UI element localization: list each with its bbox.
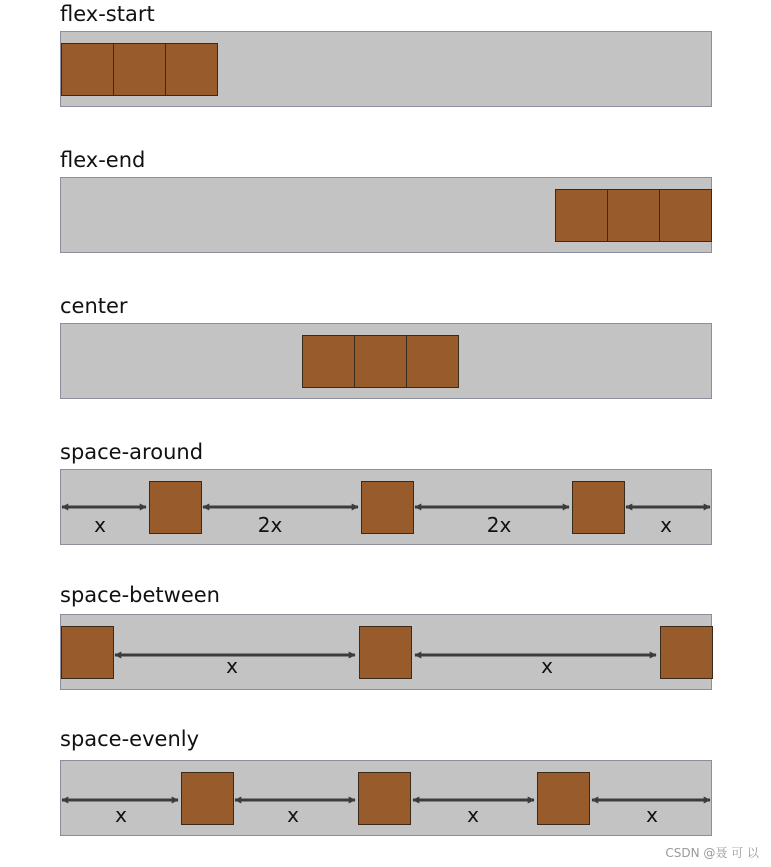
flex-item (358, 772, 411, 825)
gap-label: x (541, 654, 553, 678)
container-space-evenly (60, 760, 712, 836)
flex-item (302, 335, 355, 388)
flex-item (607, 189, 660, 242)
flex-item (113, 43, 166, 96)
flex-item (354, 335, 407, 388)
flex-item (359, 626, 412, 679)
gap-label: x (646, 803, 658, 827)
gap-label: x (287, 803, 299, 827)
flex-item (165, 43, 218, 96)
flex-item (555, 189, 608, 242)
gap-label: x (660, 513, 672, 537)
gap-label: 2x (257, 513, 283, 537)
gap-label: 2x (486, 513, 512, 537)
flex-item (181, 772, 234, 825)
gap-label: x (467, 803, 479, 827)
gap-label: x (115, 803, 127, 827)
flex-item (537, 772, 590, 825)
flex-item (406, 335, 459, 388)
section-title-flex-end: flex-end (60, 148, 146, 172)
container-flex-end (60, 177, 712, 253)
section-title-space-evenly: space-evenly (60, 727, 200, 751)
flex-item (660, 626, 713, 679)
flex-item (61, 626, 114, 679)
flex-item (659, 189, 712, 242)
gap-label: x (94, 513, 106, 537)
section-title-center: center (60, 294, 128, 318)
flex-item (361, 481, 414, 534)
container-space-between (60, 614, 712, 690)
section-title-space-between: space-between (60, 583, 220, 607)
gap-label: x (226, 654, 238, 678)
flex-item (149, 481, 202, 534)
section-title-flex-start: flex-start (60, 2, 155, 26)
watermark-text: CSDN @聂 可 以 (665, 846, 759, 860)
container-center (60, 323, 712, 399)
container-space-around (60, 469, 712, 545)
section-title-space-around: space-around (60, 440, 204, 464)
flex-item (61, 43, 114, 96)
container-flex-start (60, 31, 712, 107)
flex-item (572, 481, 625, 534)
